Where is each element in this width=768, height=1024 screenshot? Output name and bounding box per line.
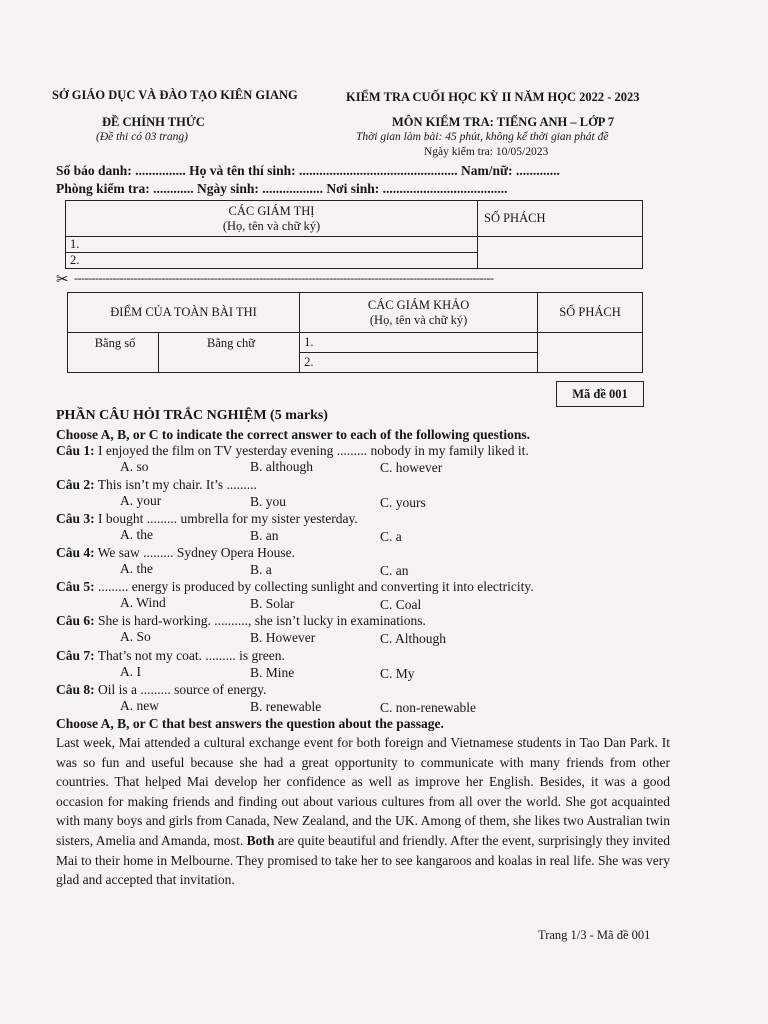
option-b: B. an bbox=[250, 528, 279, 543]
graders-header-cell bbox=[300, 293, 538, 333]
question-label: Câu 7: bbox=[56, 648, 95, 663]
question-label: Câu 1: bbox=[56, 443, 95, 458]
option-c: C. yours bbox=[380, 495, 426, 510]
grader-table bbox=[67, 292, 643, 373]
instruction-1: Choose A, B, or C to indicate the correct answer to each of the following questions. bbox=[56, 427, 530, 442]
grader-code-cell bbox=[538, 333, 643, 373]
option-c: C. My bbox=[380, 666, 415, 681]
option-b: B. renewable bbox=[250, 699, 322, 714]
question-6 bbox=[56, 613, 426, 629]
option-a: A. the bbox=[120, 561, 153, 576]
option-a: A. your bbox=[120, 493, 162, 508]
question-4 bbox=[56, 545, 295, 561]
grader-row-1: 1. bbox=[300, 333, 538, 353]
cut-line: ------------------------------------------------------------------------------------------------------------------------ bbox=[74, 271, 494, 285]
question-label: Câu 5: bbox=[56, 579, 95, 594]
proctor-subtitle: (Họ, tên và chữ ký) bbox=[222, 218, 321, 233]
option-a: A. so bbox=[120, 459, 149, 474]
option-c: C. a bbox=[380, 529, 402, 544]
exam-title: KIỂM TRA CUỐI HỌC KỲ II NĂM HỌC 2022 - 2023 bbox=[346, 90, 640, 104]
question-5 bbox=[56, 579, 534, 595]
option-b: B. although bbox=[250, 459, 313, 474]
page-footer: Trang 1/3 - Mã đề 001 bbox=[538, 928, 651, 942]
proctor-code-header: SỐ PHÁCH bbox=[478, 201, 643, 237]
question-7 bbox=[56, 648, 285, 664]
option-b: B. a bbox=[250, 562, 272, 577]
question-text: This isn’t my chair. It’s ......... bbox=[94, 477, 257, 492]
option-c: C. non-renewable bbox=[380, 700, 476, 715]
question-text: She is hard-working. .........., she isn’t lucky in examinations. bbox=[94, 613, 426, 628]
time-note: Thời gian làm bài: 45 phút, không kể thời gian phát đề bbox=[356, 131, 609, 143]
candidate-line-2: Phòng kiểm tra: ............ Ngày sinh: .................. Nơi sinh: ..................................... bbox=[56, 181, 508, 196]
option-c: C. Although bbox=[380, 631, 447, 646]
score-in-numbers: Bằng số bbox=[68, 333, 159, 373]
option-a: A. new bbox=[120, 698, 159, 713]
question-text: That’s not my coat. ......... is green. bbox=[94, 648, 285, 663]
score-in-words: Bằng chữ bbox=[159, 333, 300, 373]
question-8 bbox=[56, 682, 266, 698]
graders-subtitle: (Họ, tên và chữ ký) bbox=[369, 312, 468, 327]
scissors-icon: ✂ bbox=[56, 272, 69, 288]
question-label: Câu 4: bbox=[56, 545, 95, 560]
pages-note: (Đề thi có 03 trang) bbox=[96, 131, 188, 143]
question-label: Câu 3: bbox=[56, 511, 95, 526]
question-3 bbox=[56, 511, 358, 527]
exam-code-box: Mã đề 001 bbox=[556, 381, 644, 407]
question-text: ......... energy is produced by collecting sunlight and converting it into electricity. bbox=[94, 579, 534, 594]
grader-code-header: SỐ PHÁCH bbox=[538, 293, 643, 333]
question-label: Câu 8: bbox=[56, 682, 95, 697]
grader-row-2: 2. bbox=[300, 353, 538, 373]
passage-text-1: Last week, Mai attended a cultural exchange event for both foreign and Vietnamese students in Tao Dan Park. It was so fun and useful because she had a great opportunity to communicate with many friends from other countries. That helped Mai develop her confidence as well as improve her English. Besides, it was a good occasion for making friends and finding out about various cultures from all over the world. She got acquainted with many boys and girls from Canada, New Zealand, and the UK. Among of them, she likes two Australian twin sisters, Amelia and Amanda, most. bbox=[56, 735, 670, 848]
option-a: A. So bbox=[120, 629, 151, 644]
question-text: I enjoyed the film on TV yesterday evening ......... nobody in my family liked it. bbox=[94, 443, 529, 458]
score-title: ĐIỂM CỦA TOÀN BÀI THI bbox=[68, 293, 300, 333]
question-text: We saw ......... Sydney Opera House. bbox=[94, 545, 296, 560]
exam-date: Ngày kiểm tra: 10/05/2023 bbox=[424, 146, 549, 158]
passage-text-2: are quite beautiful and friendly. After the event, surprisingly they invited Mai to their home in Melbourne. They promised to take her to see kangaroos and koalas in real life. She was very glad and accepted that invitation. bbox=[56, 832, 670, 888]
option-c: C. however bbox=[380, 460, 443, 475]
section-title: PHẦN CÂU HỎI TRẮC NGHIỆM (5 marks) bbox=[56, 408, 328, 423]
proctor-title: CÁC GIÁM THỊ bbox=[228, 203, 315, 218]
question-text: Oil is a ......... source of energy. bbox=[94, 682, 267, 697]
official-label: ĐỀ CHÍNH THỨC bbox=[102, 115, 205, 129]
option-b: B. Mine bbox=[250, 665, 295, 680]
option-a: A. the bbox=[120, 527, 153, 542]
option-c: C. Coal bbox=[380, 597, 422, 612]
proctor-row-1: 1. bbox=[66, 237, 478, 253]
question-text: I bought ......... umbrella for my sister yesterday. bbox=[94, 511, 358, 526]
graders-title: CÁC GIÁM KHẢO bbox=[367, 297, 470, 312]
option-b: B. you bbox=[250, 494, 287, 509]
option-a: A. Wind bbox=[120, 595, 166, 610]
question-label: Câu 2: bbox=[56, 477, 95, 492]
option-a: A. I bbox=[120, 664, 141, 679]
question-1 bbox=[56, 443, 529, 459]
proctor-table bbox=[65, 200, 643, 269]
proctor-row-2: 2. bbox=[66, 253, 478, 269]
reading-passage bbox=[56, 733, 670, 890]
passage-bold-word: Both bbox=[246, 832, 275, 848]
option-b: B. However bbox=[250, 630, 316, 645]
option-b: B. Solar bbox=[250, 596, 295, 611]
instruction-2: Choose A, B, or C that best answers the question about the passage. bbox=[56, 716, 444, 731]
candidate-line-1: Số báo danh: ............... Họ và tên thí sinh: ............................................... Nam/nữ: ............. bbox=[56, 163, 560, 178]
proctor-code-cell bbox=[478, 237, 643, 269]
question-2 bbox=[56, 477, 257, 493]
subject-line: MÔN KIỂM TRA: TIẾNG ANH – LỚP 7 bbox=[392, 115, 615, 129]
department-name: SỞ GIÁO DỤC VÀ ĐÀO TẠO KIÊN GIANG bbox=[52, 88, 298, 102]
proctor-header-cell bbox=[66, 201, 478, 237]
option-c: C. an bbox=[380, 563, 409, 578]
question-label: Câu 6: bbox=[56, 613, 95, 628]
